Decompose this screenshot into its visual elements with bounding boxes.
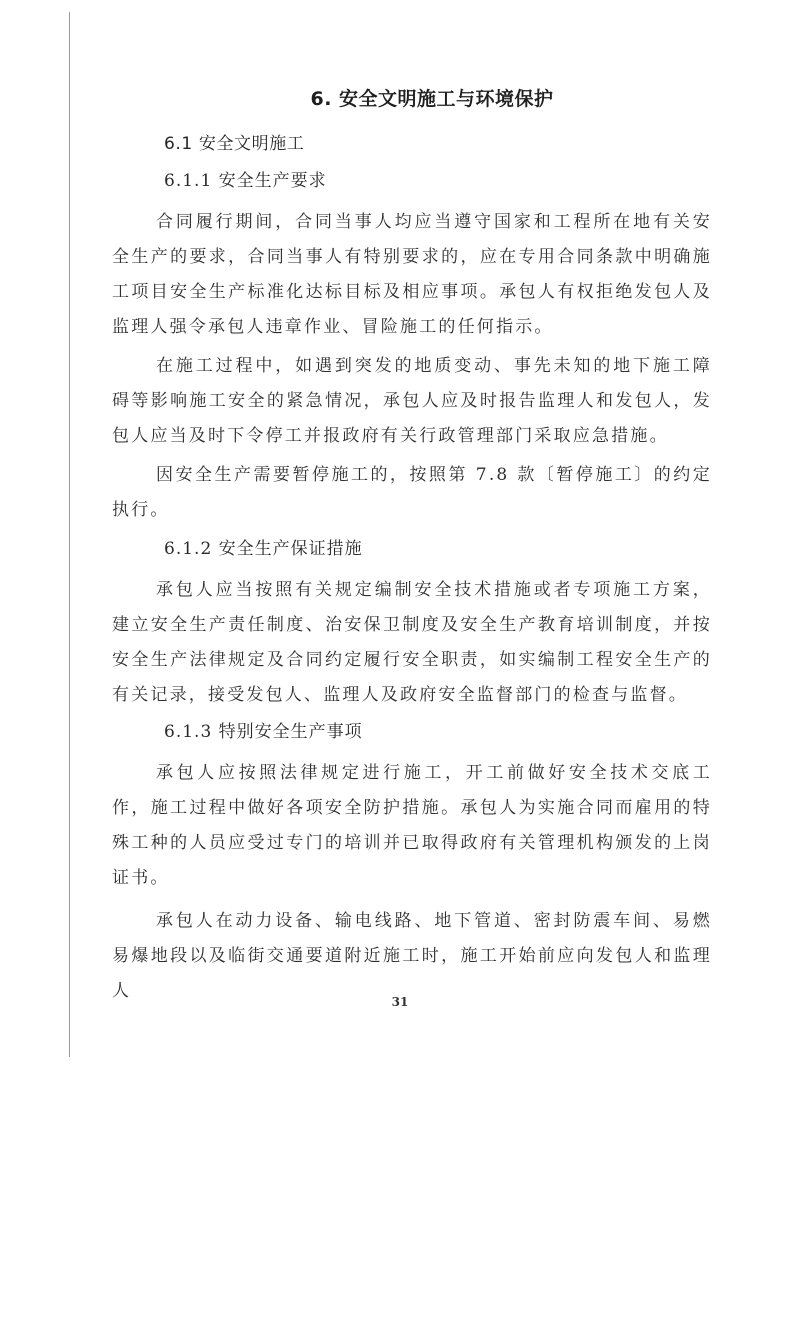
paragraph: 合同履行期间，合同当事人均应当遵守国家和工程所在地有关安全生产的要求，合同当事人有特别要求的，应在专用合同条款中明确施工项目安全生产标准化达标目标及相应事项。承包人有权拒绝发包人及监理人强令承包人违章作业、冒险施工的任何指示。 [112,212,712,337]
clause-6-1-1 [112,166,712,528]
section-title: 6. 安全文明施工与环境保护 [310,88,554,110]
page-number: 31 [391,995,409,1009]
binding-margin-line [69,12,70,1057]
clause-6-1-2 [112,534,712,713]
subsection-title: 6.1 安全文明施工 [164,134,305,154]
clause-title: 6.1.2 安全生产保证措施 [164,539,363,559]
paragraph: 因安全生产需要暂停施工的，按照第 7.8 款〔暂停施工〕的约定执行。 [112,465,712,520]
paragraph: 承包人应按照法律规定进行施工，开工前做好安全技术交底工作，施工过程中做好各项安全防护措施。承包人为实施合同而雇用的特殊工种的人员应受过专门的培训并已取得政府有关管理机构颁发的上岗证书。 [112,763,712,888]
clause-title: 6.1.1 安全生产要求 [164,171,327,191]
clause-6-1-3 [112,717,712,1009]
paragraph: 承包人应当按照有关规定编制安全技术措施或者专项施工方案，建立安全生产责任制度、治安保卫制度及安全生产教育培训制度，并按安全生产法律规定及合同约定履行安全职责，如实编制工程安全生产的有关记录，接受发包人、监理人及政府安全监督部门的检查与监督。 [112,580,712,705]
paragraph: 承包人在动力设备、输电线路、地下管道、密封防震车间、易燃易爆地段以及临街交通要道附近施工时，施工开始前应向发包人和监理人 [112,911,712,1001]
clause-title: 6.1.3 特别安全生产事项 [164,722,363,742]
page-content [112,84,712,1013]
paragraph: 在施工过程中，如遇到突发的地质变动、事先未知的地下施工障碍等影响施工安全的紧急情况，承包人应及时报告监理人和发包人，发包人应当及时下令停工并报政府有关行政管理部门采取应急措施。 [112,356,712,446]
